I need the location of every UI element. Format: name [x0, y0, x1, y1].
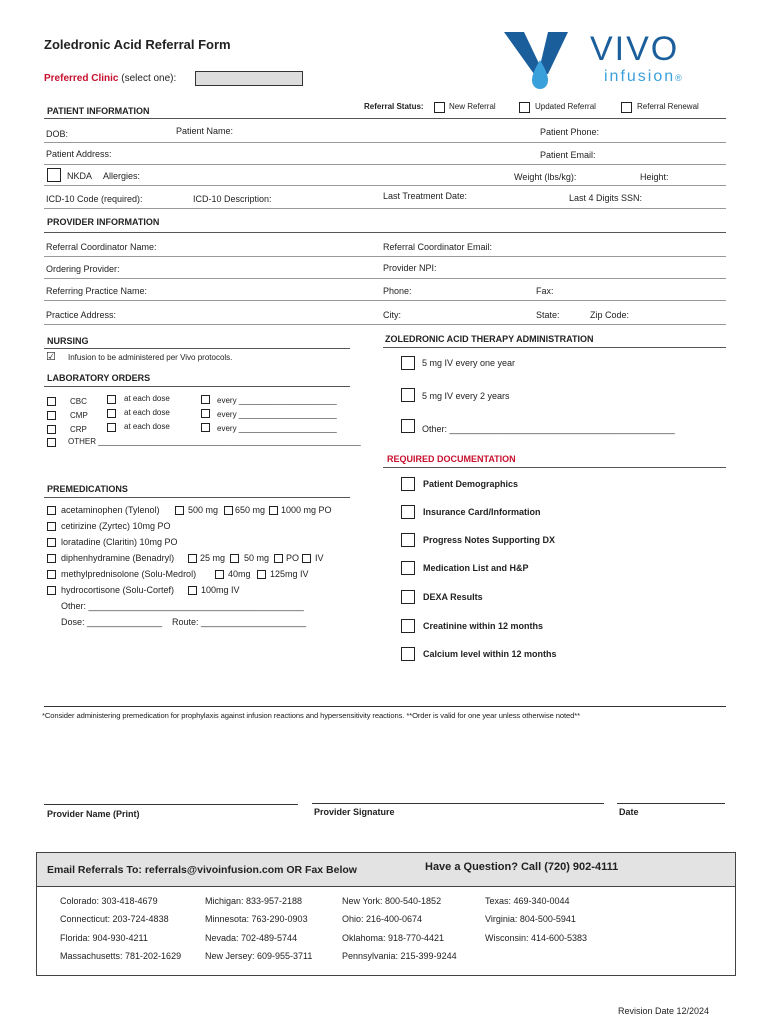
premed-aceta-1000-checkbox[interactable] [269, 506, 278, 515]
provider-npi-label: Provider NPI: [383, 263, 437, 273]
dob-label: DOB: [46, 129, 69, 139]
vivo-logo-icon [504, 30, 594, 92]
premed-cetirizine-checkbox[interactable] [47, 522, 56, 531]
practice-state-label: State: [536, 310, 560, 320]
provider-signature-label: Provider Signature [314, 807, 395, 817]
divider [44, 386, 350, 387]
lab-item-label: CRP [70, 425, 87, 434]
lab-cmp-each-dose-checkbox[interactable] [107, 409, 116, 418]
premed-diphen-25-checkbox[interactable] [188, 554, 197, 563]
ordering-provider-label: Ordering Provider: [46, 264, 120, 274]
coord-name-label: Referral Coordinator Name: [46, 242, 157, 252]
lab-every-label: every ______________________ [217, 410, 337, 419]
status-renewal-label: Referral Renewal [637, 102, 699, 111]
last-treatment-label: Last Treatment Date: [383, 191, 468, 201]
premed-diphenhydramine-label: diphenhydramine (Benadryl) [61, 553, 175, 563]
nkda-label: NKDA [67, 171, 93, 181]
therapy-option-3-checkbox[interactable] [401, 419, 415, 433]
premed-hydrocortisone-label: hydrocortisone (Solu-Cortef) [61, 585, 175, 595]
divider [44, 300, 726, 301]
doc-item-label: DEXA Results [423, 592, 483, 602]
therapy-option-1-checkbox[interactable] [401, 356, 415, 370]
premed-hydro-100-checkbox[interactable] [188, 586, 197, 595]
patient-name-label: Patient Name: [176, 126, 234, 136]
allergies-label: Allergies: [103, 171, 141, 181]
therapy-option-3-label: Other: _____________________________________________ [422, 424, 675, 434]
provider-name-print-label: Provider Name (Print) [47, 809, 140, 819]
premed-disclaimer-note: *Consider administering premedication for prophylaxis against infusion reactions and hypersensitivity reactions. **Order is valid for one year unless otherwise noted** [42, 711, 580, 720]
lab-cbc-checkbox[interactable] [47, 397, 56, 406]
divider [44, 706, 726, 707]
vivo-logo [504, 30, 724, 92]
coord-email-label: Referral Coordinator Email: [383, 242, 493, 252]
status-new-label: New Referral [449, 102, 496, 111]
therapy-heading: ZOLEDRONIC ACID THERAPY ADMINISTRATION [385, 334, 594, 344]
premed-diphen-iv-label: IV [315, 553, 324, 563]
premed-diphen-iv-checkbox[interactable] [302, 554, 311, 563]
required-docs-heading: REQUIRED DOCUMENTATION [387, 454, 516, 464]
lab-every-label: every ______________________ [217, 424, 337, 433]
doc-item-label: Medication List and H&P [423, 563, 529, 573]
divider [44, 208, 726, 209]
lab-crp-checkbox[interactable] [47, 425, 56, 434]
doc-item-label: Calcium level within 12 months [423, 649, 557, 659]
logo-reg-mark: ® [675, 73, 684, 83]
logo-vivo-text: VIVO [590, 30, 680, 68]
state-phone: Michigan: 833-957-2188 [205, 896, 303, 906]
preferred-clinic-select[interactable] [195, 71, 303, 86]
lab-other-label: OTHER ___________________________________________________________ [68, 437, 361, 446]
patient-email-label: Patient Email: [540, 150, 596, 160]
premed-cetirizine-label: cetirizine (Zyrtec) 10mg PO [61, 521, 171, 531]
state-phone: Connecticut: 203-724-4838 [60, 914, 169, 924]
state-phone: Colorado: 303-418-4679 [60, 896, 158, 906]
premed-loratadine-label: loratadine (Claritin) 10mg PO [61, 537, 178, 547]
state-phone: Oklahoma: 918-770-4421 [342, 933, 445, 943]
premed-methyl-40-label: 40mg [228, 569, 251, 579]
premed-aceta-650-checkbox[interactable] [224, 506, 233, 515]
nursing-heading: NURSING [47, 336, 89, 346]
divider [44, 118, 726, 119]
doc-checkbox[interactable] [401, 647, 415, 661]
referral-status-label: Referral Status: [364, 102, 424, 111]
therapy-option-2-label: 5 mg IV every 2 years [422, 391, 510, 401]
doc-checkbox[interactable] [401, 533, 415, 547]
state-phone: Wisconsin: 414-600-5383 [485, 933, 588, 943]
premed-diphenhydramine-checkbox[interactable] [47, 554, 56, 563]
premed-other-field[interactable]: Other: ___________________________________________ [61, 601, 304, 611]
patient-address-label: Patient Address: [46, 149, 112, 159]
preferred-clinic-suffix: (select one): [121, 73, 177, 84]
lab-cmp-checkbox[interactable] [47, 411, 56, 420]
nursing-checked-icon[interactable]: ☑ [46, 351, 56, 363]
lab-each-dose-label: at each dose [124, 408, 170, 417]
state-phone: New Jersey: 609-955-3711 [205, 951, 313, 961]
doc-checkbox[interactable] [401, 505, 415, 519]
state-phone: New York: 800-540-1852 [342, 896, 442, 906]
ssn-label: Last 4 Digits SSN: [569, 193, 643, 203]
lab-other-checkbox[interactable] [47, 438, 56, 447]
premed-route-field[interactable]: Route: _____________________ [172, 617, 307, 627]
divider [44, 348, 350, 349]
doc-checkbox[interactable] [401, 590, 415, 604]
signature-line [312, 803, 604, 804]
doc-item-label: Creatinine within 12 months [423, 621, 544, 631]
practice-address-label: Practice Address: [46, 310, 117, 320]
provider-info-heading: PROVIDER INFORMATION [47, 217, 160, 227]
status-new-checkbox[interactable] [434, 102, 445, 113]
premed-diphen-25-label: 25 mg [200, 553, 226, 563]
premed-diphen-50-checkbox[interactable] [230, 554, 239, 563]
height-label: Height: [640, 172, 669, 182]
state-phone: Florida: 904-930-4211 [60, 933, 148, 943]
nursing-protocol-text: Infusion to be administered per Vivo protocols. [68, 353, 233, 362]
divider [44, 142, 726, 143]
lab-each-dose-label: at each dose [124, 394, 170, 403]
divider [383, 467, 726, 468]
premed-methyl-125-checkbox[interactable] [257, 570, 266, 579]
patient-info-heading: PATIENT INFORMATION [47, 106, 150, 116]
lab-each-dose-label: at each dose [124, 422, 170, 431]
doc-checkbox[interactable] [401, 619, 415, 633]
premed-aceta-500-label: 500 mg [188, 505, 219, 515]
divider [44, 324, 726, 325]
premed-aceta-500-checkbox[interactable] [175, 506, 184, 515]
icd-code-label: ICD-10 Code (required): [46, 194, 143, 204]
preferred-clinic-label: Preferred Clinic [44, 73, 119, 84]
premed-acetaminophen-label: acetaminophen (Tylenol) [61, 505, 160, 515]
patient-phone-label: Patient Phone: [540, 127, 600, 137]
lab-item-label: CBC [70, 397, 87, 406]
status-updated-label: Updated Referral [535, 102, 596, 111]
premed-aceta-1000-label: 1000 mg PO [281, 505, 332, 515]
doc-item-label: Progress Notes Supporting DX [423, 535, 556, 545]
practice-fax-label: Fax: [536, 286, 554, 296]
divider [44, 232, 726, 233]
lab-cmp-every-checkbox[interactable] [201, 409, 210, 418]
premed-diphen-50-label: 50 mg [244, 553, 270, 563]
weight-label: Weight (lbs/kg): [514, 172, 577, 182]
premed-diphen-po-label: PO [286, 553, 300, 563]
premed-loratadine-checkbox[interactable] [47, 538, 56, 547]
premed-methyl-125-label: 125mg IV [270, 569, 309, 579]
doc-item-label: Insurance Card/Information [423, 507, 541, 517]
premed-methylpred-checkbox[interactable] [47, 570, 56, 579]
form-title: Zoledronic Acid Referral Form [44, 37, 231, 52]
therapy-option-2-checkbox[interactable] [401, 388, 415, 402]
practice-city-label: City: [383, 310, 401, 320]
divider [383, 347, 726, 348]
premed-acetaminophen-checkbox[interactable] [47, 506, 56, 515]
divider [44, 497, 350, 498]
doc-checkbox[interactable] [401, 477, 415, 491]
divider [44, 164, 726, 165]
lab-item-label: CMP [70, 411, 88, 420]
premed-methyl-40-checkbox[interactable] [215, 570, 224, 579]
signature-line [44, 804, 298, 805]
preferred-clinic-row [44, 73, 176, 84]
practice-phone-label: Phone: [383, 286, 412, 296]
state-phone: Texas: 469-340-0044 [485, 896, 570, 906]
doc-item-label: Patient Demographics [423, 479, 519, 489]
state-phone: Nevada: 702-489-5744 [205, 933, 298, 943]
practice-zip-label: Zip Code: [590, 310, 630, 320]
practice-name-label: Referring Practice Name: [46, 286, 148, 296]
premed-diphen-po-checkbox[interactable] [274, 554, 283, 563]
premed-dose-field[interactable]: Dose: _______________ [61, 617, 163, 627]
doc-checkbox[interactable] [401, 561, 415, 575]
email-referrals-text[interactable]: Email Referrals To: referrals@vivoinfusion.com OR Fax Below [47, 864, 357, 876]
therapy-option-1-label: 5 mg IV every one year [422, 358, 516, 368]
status-updated-checkbox[interactable] [519, 102, 530, 113]
nkda-checkbox[interactable] [47, 168, 61, 182]
state-phone: Massachusetts: 781-202-1629 [60, 951, 182, 961]
divider [44, 278, 726, 279]
lab-crp-every-checkbox[interactable] [201, 423, 210, 432]
lab-orders-heading: LABORATORY ORDERS [47, 373, 151, 383]
lab-crp-each-dose-checkbox[interactable] [107, 423, 116, 432]
premed-aceta-650-label: 650 mg [235, 505, 266, 515]
logo-infusion-word: infusion [604, 68, 676, 85]
lab-cbc-every-checkbox[interactable] [201, 395, 210, 404]
premed-methylpred-label: methylprednisolone (Solu-Medrol) [61, 569, 197, 579]
question-phone-text[interactable]: Have a Question? Call (720) 902-4111 [425, 861, 619, 873]
lab-every-label: every ______________________ [217, 396, 337, 405]
state-phone: Virginia: 804-500-5941 [485, 914, 576, 924]
premed-hydro-100-label: 100mg IV [201, 585, 240, 595]
divider [44, 256, 726, 257]
premed-hydrocortisone-checkbox[interactable] [47, 586, 56, 595]
revision-date: Revision Date 12/2024 [618, 1006, 710, 1016]
logo-infusion-text [604, 68, 684, 86]
state-phone: Minnesota: 763-290-0903 [205, 914, 308, 924]
state-phone: Ohio: 216-400-0674 [342, 914, 423, 924]
signature-date-label: Date [619, 807, 639, 817]
lab-cbc-each-dose-checkbox[interactable] [107, 395, 116, 404]
status-renewal-checkbox[interactable] [621, 102, 632, 113]
icd-desc-label: ICD-10 Description: [193, 194, 272, 204]
state-phone: Pennsylvania: 215-399-9244 [342, 951, 457, 961]
premeds-heading: PREMEDICATIONS [47, 484, 128, 494]
divider [44, 185, 726, 186]
signature-line [617, 803, 725, 804]
